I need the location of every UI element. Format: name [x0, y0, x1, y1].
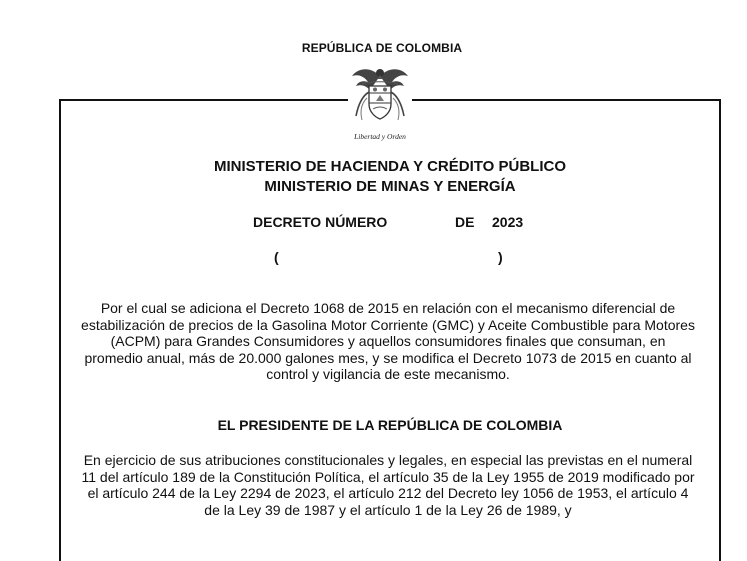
republic-title: REPÚBLICA DE COLOMBIA	[301, 41, 463, 55]
seal-motto: Libertad y Orden	[354, 132, 406, 141]
decree-year: 2023	[492, 214, 524, 230]
ministry-minas: MINISTERIO DE MINAS Y ENERGÍA	[264, 178, 516, 195]
ministry-hacienda: MINISTERIO DE HACIENDA Y CRÉDITO PÚBLICO	[214, 158, 566, 175]
coat-of-arms-seal	[348, 62, 412, 148]
decree-paren-close: )	[498, 249, 503, 265]
decree-de-label: DE	[455, 214, 475, 230]
decree-number-label: DECRETO NÚMERO	[253, 214, 388, 230]
coat-of-arms-icon	[348, 62, 412, 132]
decree-summary: Por el cual se adiciona el Decreto 1068 de 2015 en relación con el mecanismo diferencial de estabilización de precios de la Gasolina Motor Corriente (GMC) y Aceite Combustible para Motores (ACPM) para Grandes Consumidores y aquellos consumidores finales que consuman, en promedio anual, más de 20.000 galones mes, y se modifica el Decreto 1073 de 2015 en cuanto al control y vigilancia de este mecanismo.	[81, 300, 695, 382]
decree-paren-open: (	[274, 249, 279, 265]
preamble-paragraph: En ejercicio de sus atribuciones constitucionales y legales, en especial las previstas en el numeral 11 del artículo 189 de la Constitución Política, el artículo 35 de la Ley 1955 de 2019 modificado por el artículo 244 de la Ley 2294 de 2023, el artículo 212 del Decreto ley 1056 de 1953, el artículo 4 de la Ley 39 de 1987 y el artículo 1 de la Ley 26 de 1989, y	[81, 452, 695, 518]
president-heading: EL PRESIDENTE DE LA REPÚBLICA DE COLOMBIA	[217, 417, 563, 433]
